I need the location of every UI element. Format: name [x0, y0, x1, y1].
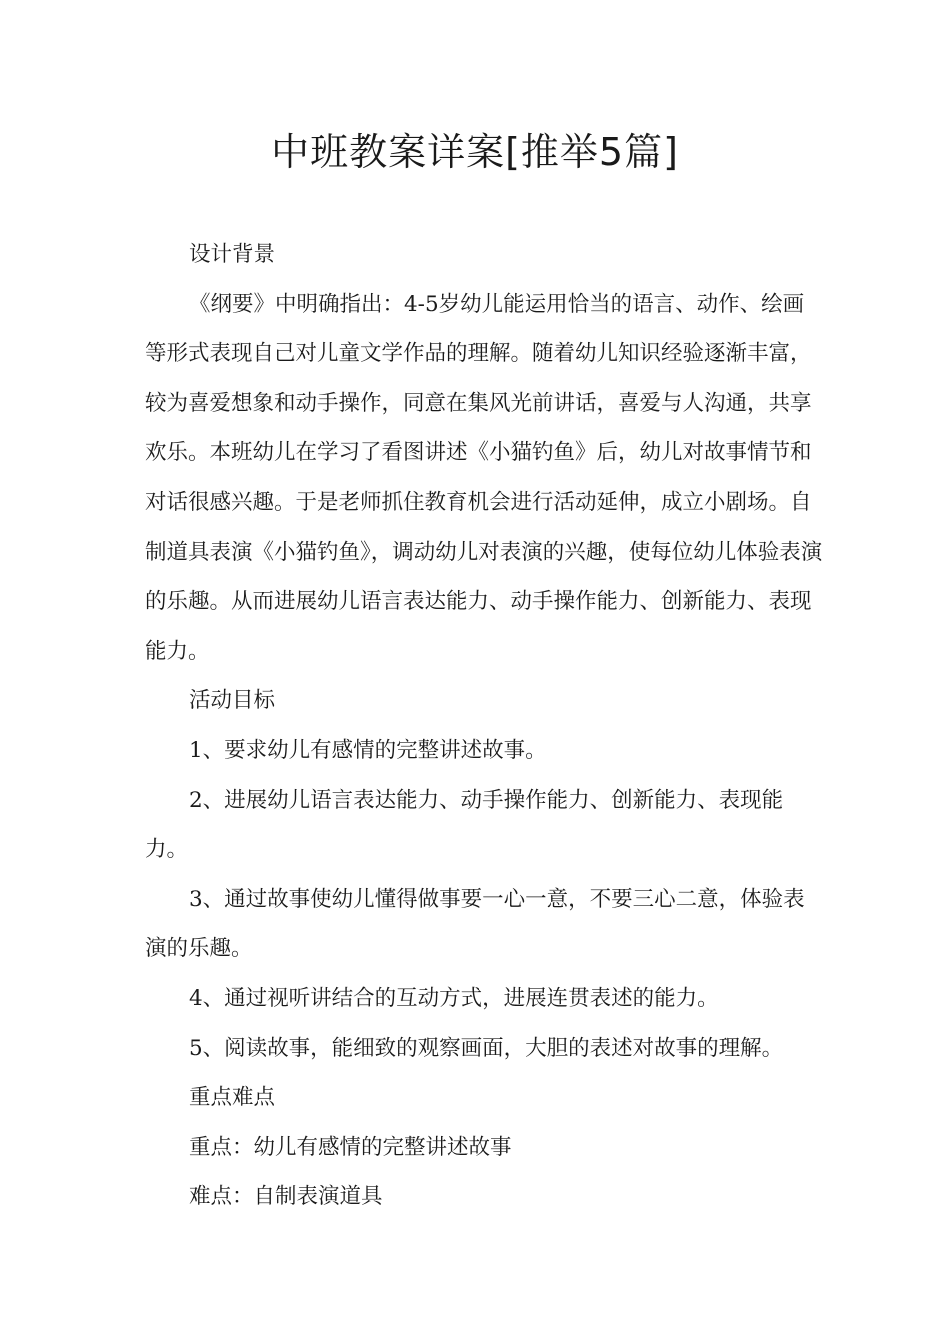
- document-body: [145, 230, 825, 1222]
- section-heading-design-background: 设计背景: [189, 242, 276, 267]
- goal-item-1: 1、要求幼儿有感情的完整讲述故事。: [189, 737, 547, 763]
- section-heading-key-points: 重点难点: [189, 1085, 276, 1111]
- background-paragraph: 《纲要》中明确指出：4-5岁幼儿能运用恰当的语言、动作、绘画等形式表现自己对儿童文学作品的理解。随着幼儿知识经验逐渐丰富，较为喜爱想象和动手操作，同意在集风光前讲话，喜爱与人沟通，共享欢乐。本班幼儿在学习了看图讲述《小猫钓鱼》后，幼儿对故事情节和对话很感兴趣。于是老师抓住教育机会进行活动延伸，成立小剧场。自制道具表演《小猫钓鱼》，调动幼儿对表演的兴趣，使每位幼儿体验表演的乐趣。从而进展幼儿语言表达能力、动手操作能力、创新能力、表现能力。: [145, 291, 823, 664]
- document-title: 中班教案详案[推举5篇]: [271, 130, 679, 174]
- key-point-line: 重点：幼儿有感情的完整讲述故事: [189, 1134, 512, 1160]
- goal-item-3: 3、通过故事使幼儿懂得做事要一心一意，不要三心二意，体验表演的乐趣。: [145, 886, 805, 962]
- section-heading-activity-goals: 活动目标: [189, 688, 276, 714]
- goal-item-5: 5、阅读故事，能细致的观察画面，大胆的表述对故事的理解。: [189, 1035, 784, 1061]
- goal-item-2: 2、进展幼儿语言表达能力、动手操作能力、创新能力、表现能力。: [145, 787, 784, 863]
- goal-item-4: 4、通过视听讲结合的互动方式，进展连贯表述的能力。: [189, 985, 719, 1011]
- difficulty-line: 难点：自制表演道具: [189, 1184, 383, 1210]
